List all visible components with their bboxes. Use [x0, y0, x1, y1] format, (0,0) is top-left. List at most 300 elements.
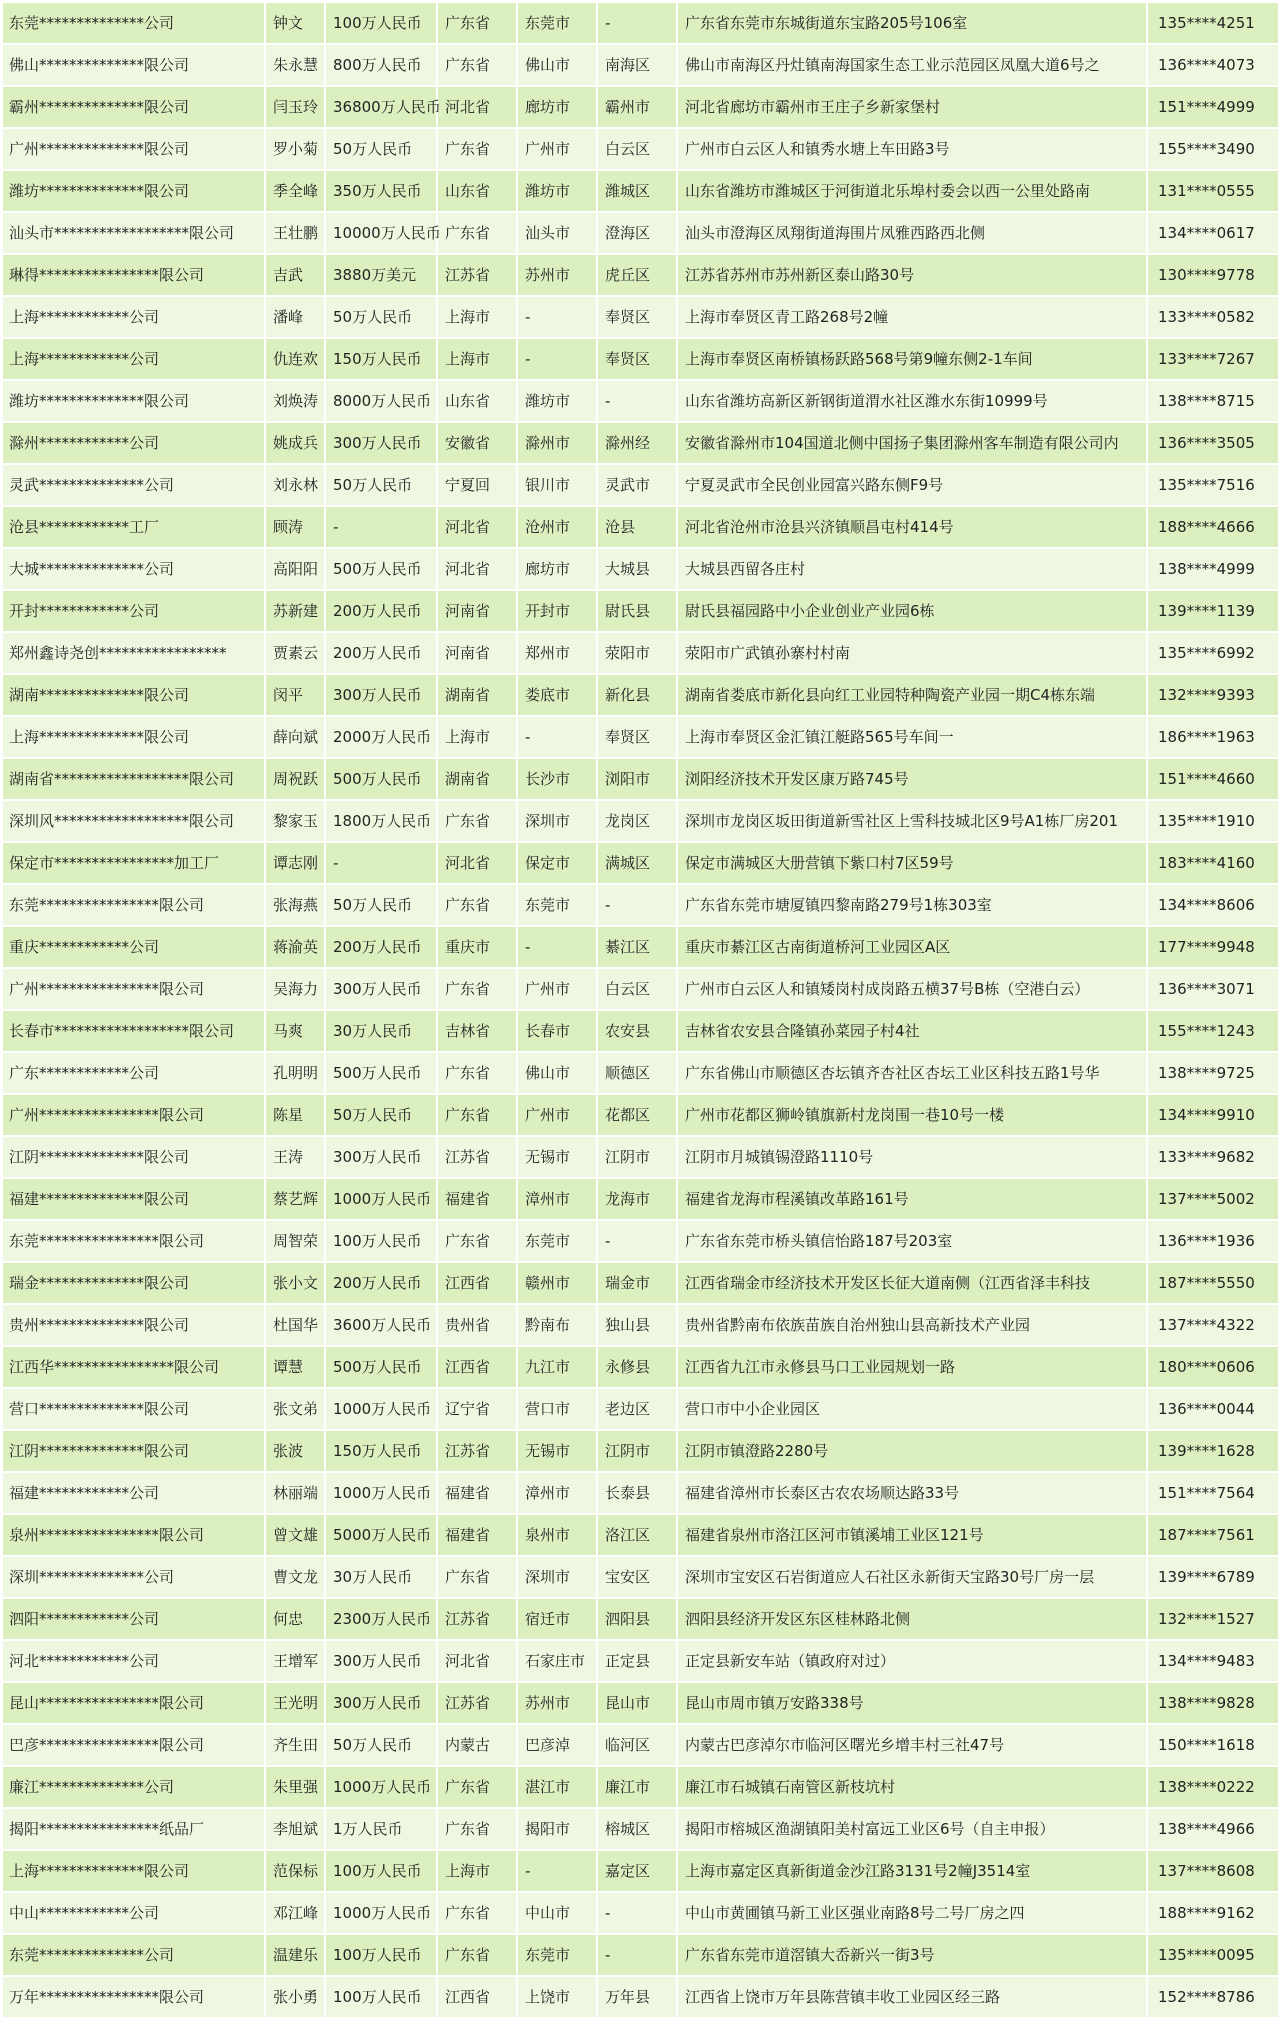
- legal-person-cell: 姚成兵: [265, 422, 325, 464]
- company-name-cell: 湖南**************限公司: [3, 674, 265, 716]
- phone-cell: 132****9393: [1147, 674, 1278, 716]
- city-cell: 九江市: [517, 1346, 597, 1388]
- province-cell: 山东省: [437, 380, 517, 422]
- table-row: [3, 3, 1278, 44]
- province-cell: 上海市: [437, 716, 517, 758]
- registered-capital-cell: 300万人民币: [325, 1682, 437, 1724]
- phone-cell: 136****4073: [1147, 44, 1278, 86]
- province-cell: 广东省: [437, 3, 517, 44]
- legal-person-cell: 周智荣: [265, 1220, 325, 1262]
- city-cell: 深圳市: [517, 1556, 597, 1598]
- legal-person-cell: 苏新建: [265, 590, 325, 632]
- legal-person-cell: 罗小菊: [265, 128, 325, 170]
- registered-capital-cell: 100万人民币: [325, 1850, 437, 1892]
- registered-capital-cell: 300万人民币: [325, 674, 437, 716]
- district-cell: 昆山市: [597, 1682, 677, 1724]
- phone-cell: 134****0617: [1147, 212, 1278, 254]
- province-cell: 江西省: [437, 1262, 517, 1304]
- registered-capital-cell: 50万人民币: [325, 296, 437, 338]
- table-row: [3, 338, 1278, 380]
- table-row: [3, 1430, 1278, 1472]
- table-row: [3, 86, 1278, 128]
- city-cell: 佛山市: [517, 1052, 597, 1094]
- company-name-cell: 河北************公司: [3, 1640, 265, 1682]
- company-name-cell: 东莞**************公司: [3, 3, 265, 44]
- province-cell: 河北省: [437, 1640, 517, 1682]
- table-row: [3, 1892, 1278, 1934]
- district-cell: 沧县: [597, 506, 677, 548]
- phone-cell: 151****4999: [1147, 86, 1278, 128]
- province-cell: 河北省: [437, 842, 517, 884]
- province-cell: 广东省: [437, 1892, 517, 1934]
- province-cell: 广东省: [437, 128, 517, 170]
- company-name-cell: 沧县************工厂: [3, 506, 265, 548]
- district-cell: 泗阳县: [597, 1598, 677, 1640]
- phone-cell: 155****1243: [1147, 1010, 1278, 1052]
- phone-cell: 187****5550: [1147, 1262, 1278, 1304]
- legal-person-cell: 王光明: [265, 1682, 325, 1724]
- address-cell: 江西省上饶市万年县陈营镇丰收工业园区经三路: [677, 1976, 1147, 2018]
- company-name-cell: 潍坊**************限公司: [3, 170, 265, 212]
- district-cell: 澄海区: [597, 212, 677, 254]
- legal-person-cell: 贾素云: [265, 632, 325, 674]
- company-name-cell: 中山************公司: [3, 1892, 265, 1934]
- legal-person-cell: 闵平: [265, 674, 325, 716]
- district-cell: 白云区: [597, 968, 677, 1010]
- table-row: [3, 380, 1278, 422]
- address-cell: 荥阳市广武镇孙寨村村南: [677, 632, 1147, 674]
- province-cell: 广东省: [437, 44, 517, 86]
- address-cell: 广州市白云区人和镇矮岗村成岗路五横37号B栋（空港白云）: [677, 968, 1147, 1010]
- table-row: [3, 590, 1278, 632]
- legal-person-cell: 马爽: [265, 1010, 325, 1052]
- registered-capital-cell: 500万人民币: [325, 548, 437, 590]
- phone-cell: 186****1963: [1147, 716, 1278, 758]
- province-cell: 福建省: [437, 1472, 517, 1514]
- address-cell: 深圳市宝安区石岩街道应人石社区永新街天宝路30号厂房一层: [677, 1556, 1147, 1598]
- company-name-cell: 郑州鑫诗尧创*****************: [3, 632, 265, 674]
- company-name-cell: 泉州****************限公司: [3, 1514, 265, 1556]
- city-cell: 东莞市: [517, 3, 597, 44]
- table-row: [3, 1514, 1278, 1556]
- company-name-cell: 江西华****************限公司: [3, 1346, 265, 1388]
- table-row: [3, 884, 1278, 926]
- legal-person-cell: 王增军: [265, 1640, 325, 1682]
- company-name-cell: 滁州************公司: [3, 422, 265, 464]
- phone-cell: 177****9948: [1147, 926, 1278, 968]
- table-row: [3, 1682, 1278, 1724]
- address-cell: 佛山市南海区丹灶镇南海国家生态工业示范园区凤凰大道6号之: [677, 44, 1147, 86]
- phone-cell: 135****4251: [1147, 3, 1278, 44]
- district-cell: -: [597, 1934, 677, 1976]
- phone-cell: 138****9828: [1147, 1682, 1278, 1724]
- legal-person-cell: 张小文: [265, 1262, 325, 1304]
- district-cell: 万年县: [597, 1976, 677, 2018]
- phone-cell: 138****4966: [1147, 1808, 1278, 1850]
- province-cell: 上海市: [437, 1850, 517, 1892]
- registered-capital-cell: 200万人民币: [325, 926, 437, 968]
- table-row: [3, 212, 1278, 254]
- district-cell: 龙海市: [597, 1178, 677, 1220]
- company-name-cell: 贵州**************限公司: [3, 1304, 265, 1346]
- district-cell: 奉贤区: [597, 296, 677, 338]
- city-cell: 娄底市: [517, 674, 597, 716]
- company-name-cell: 巴彦****************限公司: [3, 1724, 265, 1766]
- table-row: [3, 674, 1278, 716]
- table-row: [3, 716, 1278, 758]
- address-cell: 山东省潍坊市潍城区于河街道北乐埠村委会以西一公里处路南: [677, 170, 1147, 212]
- province-cell: 河北省: [437, 86, 517, 128]
- table-row: [3, 968, 1278, 1010]
- table-row: [3, 422, 1278, 464]
- district-cell: 滁州经: [597, 422, 677, 464]
- legal-person-cell: 曹文龙: [265, 1556, 325, 1598]
- city-cell: 湛江市: [517, 1766, 597, 1808]
- company-name-cell: 上海************公司: [3, 296, 265, 338]
- district-cell: 潍城区: [597, 170, 677, 212]
- table-row: [3, 1136, 1278, 1178]
- table-row: [3, 506, 1278, 548]
- city-cell: 沧州市: [517, 506, 597, 548]
- phone-cell: 138****8715: [1147, 380, 1278, 422]
- registered-capital-cell: 100万人民币: [325, 1220, 437, 1262]
- legal-person-cell: 周祝跃: [265, 758, 325, 800]
- registered-capital-cell: 300万人民币: [325, 1136, 437, 1178]
- province-cell: 宁夏回: [437, 464, 517, 506]
- table-row: [3, 842, 1278, 884]
- company-name-cell: 重庆************公司: [3, 926, 265, 968]
- legal-person-cell: 蔡艺辉: [265, 1178, 325, 1220]
- district-cell: 农安县: [597, 1010, 677, 1052]
- phone-cell: 139****6789: [1147, 1556, 1278, 1598]
- registered-capital-cell: 500万人民币: [325, 1346, 437, 1388]
- district-cell: 嘉定区: [597, 1850, 677, 1892]
- phone-cell: 136****3505: [1147, 422, 1278, 464]
- table-row: [3, 296, 1278, 338]
- phone-cell: 133****7267: [1147, 338, 1278, 380]
- address-cell: 正定县新安车站（镇政府对过）: [677, 1640, 1147, 1682]
- address-cell: 内蒙古巴彦淖尔市临河区曙光乡增丰村三社47号: [677, 1724, 1147, 1766]
- district-cell: -: [597, 884, 677, 926]
- registered-capital-cell: 300万人民币: [325, 1640, 437, 1682]
- address-cell: 廉江市石城镇石南管区新枝坑村: [677, 1766, 1147, 1808]
- company-name-cell: 昆山****************限公司: [3, 1682, 265, 1724]
- city-cell: 长春市: [517, 1010, 597, 1052]
- legal-person-cell: 张波: [265, 1430, 325, 1472]
- company-name-cell: 长春市******************限公司: [3, 1010, 265, 1052]
- company-name-cell: 福建************公司: [3, 1472, 265, 1514]
- district-cell: 大城县: [597, 548, 677, 590]
- table-row: [3, 1220, 1278, 1262]
- company-name-cell: 深圳**************公司: [3, 1556, 265, 1598]
- address-cell: 福建省泉州市洛江区河市镇溪埔工业区121号: [677, 1514, 1147, 1556]
- province-cell: 广东省: [437, 968, 517, 1010]
- legal-person-cell: 曾文雄: [265, 1514, 325, 1556]
- city-cell: 广州市: [517, 1094, 597, 1136]
- registered-capital-cell: 100万人民币: [325, 1934, 437, 1976]
- company-name-cell: 上海**************限公司: [3, 716, 265, 758]
- province-cell: 广东省: [437, 1934, 517, 1976]
- province-cell: 江苏省: [437, 1136, 517, 1178]
- legal-person-cell: 吴海力: [265, 968, 325, 1010]
- city-cell: 黔南布: [517, 1304, 597, 1346]
- phone-cell: 134****9483: [1147, 1640, 1278, 1682]
- company-name-cell: 汕头市******************限公司: [3, 212, 265, 254]
- city-cell: 苏州市: [517, 254, 597, 296]
- city-cell: 无锡市: [517, 1136, 597, 1178]
- city-cell: 开封市: [517, 590, 597, 632]
- registered-capital-cell: 50万人民币: [325, 1724, 437, 1766]
- company-name-cell: 揭阳****************纸品厂: [3, 1808, 265, 1850]
- province-cell: 内蒙古: [437, 1724, 517, 1766]
- city-cell: 中山市: [517, 1892, 597, 1934]
- phone-cell: 135****1910: [1147, 800, 1278, 842]
- district-cell: 独山县: [597, 1304, 677, 1346]
- registered-capital-cell: 500万人民币: [325, 1052, 437, 1094]
- province-cell: 湖南省: [437, 758, 517, 800]
- city-cell: 郑州市: [517, 632, 597, 674]
- registered-capital-cell: 1000万人民币: [325, 1388, 437, 1430]
- city-cell: -: [517, 926, 597, 968]
- city-cell: 宿迁市: [517, 1598, 597, 1640]
- address-cell: 河北省沧州市沧县兴济镇顺昌屯村414号: [677, 506, 1147, 548]
- province-cell: 河南省: [437, 632, 517, 674]
- address-cell: 重庆市綦江区古南街道桥河工业园区A区: [677, 926, 1147, 968]
- registered-capital-cell: 50万人民币: [325, 464, 437, 506]
- table-row: [3, 1010, 1278, 1052]
- phone-cell: 135****7516: [1147, 464, 1278, 506]
- company-name-cell: 湖南省******************限公司: [3, 758, 265, 800]
- district-cell: 廉江市: [597, 1766, 677, 1808]
- city-cell: -: [517, 296, 597, 338]
- address-cell: 尉氏县福园路中小企业创业产业园6栋: [677, 590, 1147, 632]
- legal-person-cell: 吉武: [265, 254, 325, 296]
- legal-person-cell: 顾涛: [265, 506, 325, 548]
- registered-capital-cell: 200万人民币: [325, 590, 437, 632]
- phone-cell: 151****7564: [1147, 1472, 1278, 1514]
- city-cell: 潍坊市: [517, 170, 597, 212]
- company-name-cell: 广东************公司: [3, 1052, 265, 1094]
- address-cell: 河北省廊坊市霸州市王庄子乡新家堡村: [677, 86, 1147, 128]
- company-name-cell: 上海**************限公司: [3, 1850, 265, 1892]
- company-name-cell: 佛山**************限公司: [3, 44, 265, 86]
- phone-cell: 139****1628: [1147, 1430, 1278, 1472]
- address-cell: 广东省佛山市顺德区杏坛镇齐杏社区杏坛工业区科技五路1号华: [677, 1052, 1147, 1094]
- legal-person-cell: 范保标: [265, 1850, 325, 1892]
- city-cell: 潍坊市: [517, 380, 597, 422]
- company-name-cell: 保定市****************加工厂: [3, 842, 265, 884]
- table-row: [3, 170, 1278, 212]
- province-cell: 广东省: [437, 212, 517, 254]
- legal-person-cell: 邓江峰: [265, 1892, 325, 1934]
- province-cell: 广东省: [437, 1766, 517, 1808]
- phone-cell: 138****0222: [1147, 1766, 1278, 1808]
- address-cell: 广东省东莞市道滘镇大岙新兴一街3号: [677, 1934, 1147, 1976]
- district-cell: 临河区: [597, 1724, 677, 1766]
- province-cell: 江苏省: [437, 1598, 517, 1640]
- phone-cell: 133****9682: [1147, 1136, 1278, 1178]
- table-row: [3, 1178, 1278, 1220]
- city-cell: 广州市: [517, 128, 597, 170]
- phone-cell: 134****9910: [1147, 1094, 1278, 1136]
- registered-capital-cell: 8000万人民币: [325, 380, 437, 422]
- registered-capital-cell: 200万人民币: [325, 1262, 437, 1304]
- legal-person-cell: 温建乐: [265, 1934, 325, 1976]
- legal-person-cell: 王涛: [265, 1136, 325, 1178]
- legal-person-cell: 高阳阳: [265, 548, 325, 590]
- table-row: [3, 926, 1278, 968]
- district-cell: 瑞金市: [597, 1262, 677, 1304]
- registered-capital-cell: 500万人民币: [325, 758, 437, 800]
- city-cell: 东莞市: [517, 884, 597, 926]
- legal-person-cell: 薛向斌: [265, 716, 325, 758]
- legal-person-cell: 闫玉玲: [265, 86, 325, 128]
- city-cell: -: [517, 1850, 597, 1892]
- company-name-cell: 营口**************限公司: [3, 1388, 265, 1430]
- city-cell: 佛山市: [517, 44, 597, 86]
- province-cell: 广东省: [437, 1556, 517, 1598]
- registered-capital-cell: 100万人民币: [325, 1976, 437, 2018]
- district-cell: 长泰县: [597, 1472, 677, 1514]
- city-cell: 汕头市: [517, 212, 597, 254]
- address-cell: 安徽省滁州市104国道北侧中国扬子集团滁州客车制造有限公司内: [677, 422, 1147, 464]
- legal-person-cell: 林丽端: [265, 1472, 325, 1514]
- phone-cell: 137****5002: [1147, 1178, 1278, 1220]
- address-cell: 汕头市澄海区凤翔街道海围片凤雅西路西北侧: [677, 212, 1147, 254]
- province-cell: 江苏省: [437, 1430, 517, 1472]
- table-row: [3, 1808, 1278, 1850]
- company-name-cell: 开封************公司: [3, 590, 265, 632]
- registered-capital-cell: 150万人民币: [325, 1430, 437, 1472]
- province-cell: 安徽省: [437, 422, 517, 464]
- address-cell: 广东省东莞市桥头镇信怡路187号203室: [677, 1220, 1147, 1262]
- registered-capital-cell: 1000万人民币: [325, 1766, 437, 1808]
- district-cell: 宝安区: [597, 1556, 677, 1598]
- province-cell: 江西省: [437, 1976, 517, 2018]
- address-cell: 广州市花都区狮岭镇旗新村龙岗围一巷10号一楼: [677, 1094, 1147, 1136]
- address-cell: 江阴市月城镇锡澄路1110号: [677, 1136, 1147, 1178]
- province-cell: 福建省: [437, 1178, 517, 1220]
- city-cell: 揭阳市: [517, 1808, 597, 1850]
- table-row: [3, 254, 1278, 296]
- registered-capital-cell: 50万人民币: [325, 884, 437, 926]
- registered-capital-cell: 1000万人民币: [325, 1472, 437, 1514]
- address-cell: 湖南省娄底市新化县向红工业园特种陶瓷产业园一期C4栋东端: [677, 674, 1147, 716]
- address-cell: 泗阳县经济开发区东区桂林路北侧: [677, 1598, 1147, 1640]
- address-cell: 山东省潍坊高新区新钢街道渭水社区潍水东街10999号: [677, 380, 1147, 422]
- registered-capital-cell: 1万人民币: [325, 1808, 437, 1850]
- registered-capital-cell: 800万人民币: [325, 44, 437, 86]
- district-cell: -: [597, 380, 677, 422]
- province-cell: 江苏省: [437, 1682, 517, 1724]
- province-cell: 贵州省: [437, 1304, 517, 1346]
- registered-capital-cell: -: [325, 842, 437, 884]
- company-name-cell: 江阴**************限公司: [3, 1136, 265, 1178]
- city-cell: -: [517, 338, 597, 380]
- province-cell: 广东省: [437, 884, 517, 926]
- province-cell: 河北省: [437, 548, 517, 590]
- company-name-cell: 福建**************限公司: [3, 1178, 265, 1220]
- address-cell: 浏阳经济技术开发区康万路745号: [677, 758, 1147, 800]
- legal-person-cell: 杜国华: [265, 1304, 325, 1346]
- registered-capital-cell: 150万人民币: [325, 338, 437, 380]
- phone-cell: 133****0582: [1147, 296, 1278, 338]
- registered-capital-cell: -: [325, 506, 437, 548]
- company-name-cell: 东莞****************限公司: [3, 1220, 265, 1262]
- district-cell: 江阴市: [597, 1136, 677, 1178]
- address-cell: 营口市中小企业园区: [677, 1388, 1147, 1430]
- address-cell: 深圳市龙岗区坂田街道新雪社区上雪科技城北区9号A1栋厂房201: [677, 800, 1147, 842]
- address-cell: 江西省九江市永修县马口工业园规划一路: [677, 1346, 1147, 1388]
- district-cell: 奉贤区: [597, 716, 677, 758]
- registered-capital-cell: 10000万人民币: [325, 212, 437, 254]
- legal-person-cell: 潘峰: [265, 296, 325, 338]
- table-row: [3, 800, 1278, 842]
- company-name-cell: 万年****************限公司: [3, 1976, 265, 2018]
- legal-person-cell: 仇连欢: [265, 338, 325, 380]
- province-cell: 湖南省: [437, 674, 517, 716]
- table-row: [3, 1598, 1278, 1640]
- company-name-cell: 泗阳************公司: [3, 1598, 265, 1640]
- city-cell: 廊坊市: [517, 86, 597, 128]
- legal-person-cell: 刘永林: [265, 464, 325, 506]
- registered-capital-cell: 50万人民币: [325, 1094, 437, 1136]
- district-cell: 洛江区: [597, 1514, 677, 1556]
- company-table-sheet: [0, 3, 1280, 2006]
- city-cell: 巴彦淖: [517, 1724, 597, 1766]
- city-cell: 东莞市: [517, 1220, 597, 1262]
- address-cell: 吉林省农安县合隆镇孙菜园子村4社: [677, 1010, 1147, 1052]
- city-cell: 广州市: [517, 968, 597, 1010]
- province-cell: 上海市: [437, 296, 517, 338]
- phone-cell: 152****8786: [1147, 1976, 1278, 2018]
- district-cell: 浏阳市: [597, 758, 677, 800]
- table-row: [3, 1766, 1278, 1808]
- city-cell: 廊坊市: [517, 548, 597, 590]
- phone-cell: 137****8608: [1147, 1850, 1278, 1892]
- city-cell: 赣州市: [517, 1262, 597, 1304]
- table-row: [3, 1346, 1278, 1388]
- city-cell: 无锡市: [517, 1430, 597, 1472]
- legal-person-cell: 张文弟: [265, 1388, 325, 1430]
- legal-person-cell: 谭志刚: [265, 842, 325, 884]
- province-cell: 江苏省: [437, 254, 517, 296]
- company-name-cell: 琳得****************限公司: [3, 254, 265, 296]
- table-row: [3, 1556, 1278, 1598]
- district-cell: 永修县: [597, 1346, 677, 1388]
- table-row: [3, 1052, 1278, 1094]
- district-cell: 满城区: [597, 842, 677, 884]
- province-cell: 江西省: [437, 1346, 517, 1388]
- legal-person-cell: 孔明明: [265, 1052, 325, 1094]
- city-cell: 东莞市: [517, 1934, 597, 1976]
- company-name-cell: 廉江**************公司: [3, 1766, 265, 1808]
- district-cell: 虎丘区: [597, 254, 677, 296]
- province-cell: 吉林省: [437, 1010, 517, 1052]
- address-cell: 江苏省苏州市苏州新区泰山路30号: [677, 254, 1147, 296]
- legal-person-cell: 黎家玉: [265, 800, 325, 842]
- registered-capital-cell: 200万人民币: [325, 632, 437, 674]
- registered-capital-cell: 2300万人民币: [325, 1598, 437, 1640]
- city-cell: 漳州市: [517, 1472, 597, 1514]
- table-row: [3, 1640, 1278, 1682]
- company-name-cell: 灵武**************公司: [3, 464, 265, 506]
- registered-capital-cell: 2000万人民币: [325, 716, 437, 758]
- phone-cell: 151****4660: [1147, 758, 1278, 800]
- address-cell: 昆山市周市镇万安路338号: [677, 1682, 1147, 1724]
- registered-capital-cell: 30万人民币: [325, 1556, 437, 1598]
- table-row: [3, 1094, 1278, 1136]
